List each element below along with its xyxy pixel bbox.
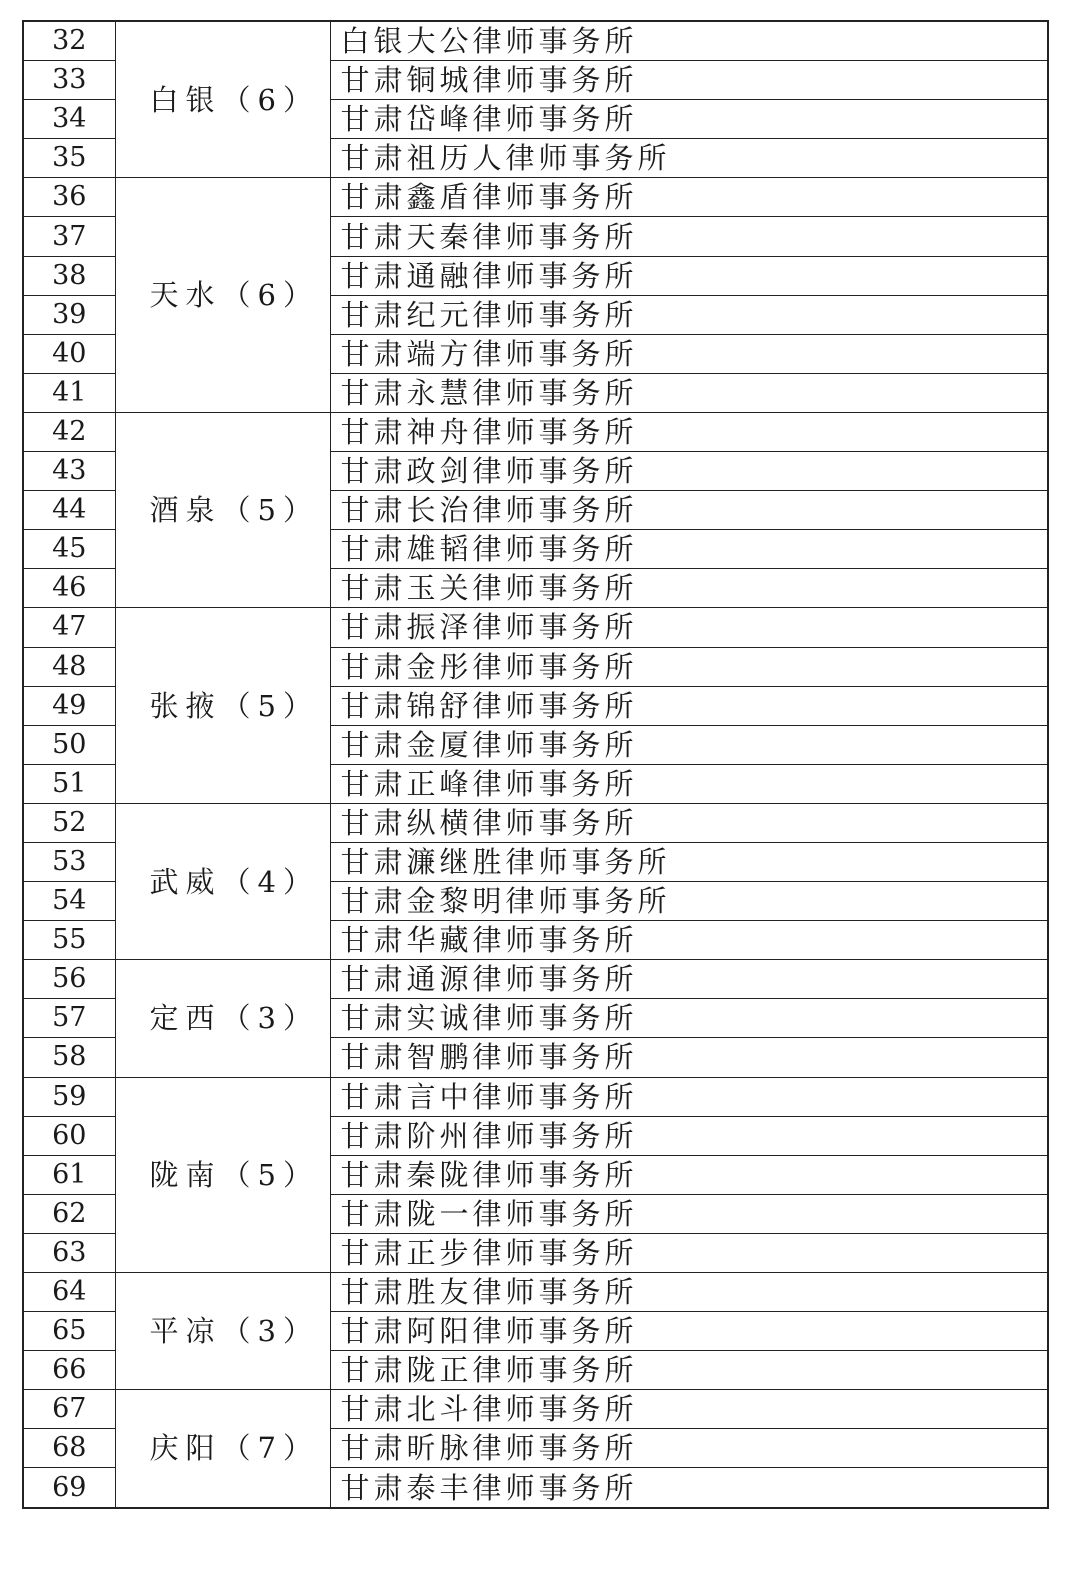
law-firm-name-cell: 甘肃实诚律师事务所: [330, 999, 1048, 1038]
row-number-cell: 37: [23, 217, 115, 256]
row-number-cell: 69: [23, 1468, 115, 1508]
table-row: [23, 608, 1048, 647]
region-cell: 武威（4）: [115, 803, 330, 959]
law-firm-name-cell: 甘肃政剑律师事务所: [330, 452, 1048, 491]
row-number-cell: 45: [23, 530, 115, 569]
table-row: [23, 178, 1048, 217]
law-firm-name-cell: 甘肃华藏律师事务所: [330, 921, 1048, 960]
row-number-cell: 67: [23, 1390, 115, 1429]
row-number-cell: 61: [23, 1155, 115, 1194]
law-firm-name-cell: 甘肃濂继胜律师事务所: [330, 842, 1048, 881]
law-firm-name-cell: 甘肃玉关律师事务所: [330, 569, 1048, 608]
row-number-cell: 40: [23, 334, 115, 373]
row-number-cell: 35: [23, 139, 115, 178]
row-number-cell: 42: [23, 412, 115, 451]
row-number-cell: 56: [23, 960, 115, 999]
region-cell: 张掖（5）: [115, 608, 330, 803]
law-firm-name-cell: 甘肃陇一律师事务所: [330, 1194, 1048, 1233]
law-firm-name-cell: 甘肃泰丰律师事务所: [330, 1468, 1048, 1508]
row-number-cell: 64: [23, 1273, 115, 1312]
law-firm-name-cell: 甘肃纪元律师事务所: [330, 295, 1048, 334]
row-number-cell: 55: [23, 921, 115, 960]
law-firm-name-cell: 甘肃岱峰律师事务所: [330, 100, 1048, 139]
law-firm-name-cell: 甘肃秦陇律师事务所: [330, 1155, 1048, 1194]
region-cell: 白银（6）: [115, 21, 330, 178]
region-cell: 庆阳（7）: [115, 1390, 330, 1508]
law-firm-table: [22, 20, 1049, 1509]
row-number-cell: 58: [23, 1038, 115, 1077]
row-number-cell: 65: [23, 1312, 115, 1351]
law-firm-name-cell: 甘肃北斗律师事务所: [330, 1390, 1048, 1429]
law-firm-name-cell: 甘肃铜城律师事务所: [330, 61, 1048, 100]
region-cell: 平凉（3）: [115, 1273, 330, 1390]
row-number-cell: 32: [23, 21, 115, 61]
row-number-cell: 38: [23, 256, 115, 295]
law-firm-name-cell: 甘肃天秦律师事务所: [330, 217, 1048, 256]
law-firm-name-cell: 甘肃金黎明律师事务所: [330, 882, 1048, 921]
row-number-cell: 66: [23, 1351, 115, 1390]
row-number-cell: 46: [23, 569, 115, 608]
law-firm-name-cell: 白银大公律师事务所: [330, 21, 1048, 61]
law-firm-name-cell: 甘肃鑫盾律师事务所: [330, 178, 1048, 217]
row-number-cell: 52: [23, 803, 115, 842]
region-cell: 酒泉（5）: [115, 412, 330, 607]
law-firm-name-cell: 甘肃言中律师事务所: [330, 1077, 1048, 1116]
table-row: [23, 1273, 1048, 1312]
row-number-cell: 41: [23, 373, 115, 412]
row-number-cell: 51: [23, 764, 115, 803]
law-firm-table-body: [23, 21, 1048, 1508]
row-number-cell: 63: [23, 1233, 115, 1272]
law-firm-name-cell: 甘肃通融律师事务所: [330, 256, 1048, 295]
law-firm-name-cell: 甘肃阶州律师事务所: [330, 1116, 1048, 1155]
row-number-cell: 50: [23, 725, 115, 764]
law-firm-name-cell: 甘肃正步律师事务所: [330, 1233, 1048, 1272]
law-firm-name-cell: 甘肃胜友律师事务所: [330, 1273, 1048, 1312]
row-number-cell: 48: [23, 647, 115, 686]
row-number-cell: 54: [23, 882, 115, 921]
law-firm-name-cell: 甘肃神舟律师事务所: [330, 412, 1048, 451]
row-number-cell: 49: [23, 686, 115, 725]
row-number-cell: 34: [23, 100, 115, 139]
law-firm-name-cell: 甘肃端方律师事务所: [330, 334, 1048, 373]
table-row: [23, 412, 1048, 451]
law-firm-name-cell: 甘肃陇正律师事务所: [330, 1351, 1048, 1390]
law-firm-name-cell: 甘肃通源律师事务所: [330, 960, 1048, 999]
law-firm-name-cell: 甘肃阿阳律师事务所: [330, 1312, 1048, 1351]
row-number-cell: 60: [23, 1116, 115, 1155]
row-number-cell: 53: [23, 842, 115, 881]
region-cell: 陇南（5）: [115, 1077, 330, 1272]
table-row: [23, 1390, 1048, 1429]
table-row: [23, 21, 1048, 61]
law-firm-name-cell: 甘肃锦舒律师事务所: [330, 686, 1048, 725]
row-number-cell: 39: [23, 295, 115, 334]
row-number-cell: 43: [23, 452, 115, 491]
row-number-cell: 59: [23, 1077, 115, 1116]
law-firm-name-cell: 甘肃金彤律师事务所: [330, 647, 1048, 686]
law-firm-name-cell: 甘肃正峰律师事务所: [330, 764, 1048, 803]
law-firm-name-cell: 甘肃永慧律师事务所: [330, 373, 1048, 412]
law-firm-name-cell: 甘肃长治律师事务所: [330, 491, 1048, 530]
law-firm-name-cell: 甘肃昕脉律师事务所: [330, 1429, 1048, 1468]
region-cell: 定西（3）: [115, 960, 330, 1077]
table-row: [23, 960, 1048, 999]
table-row: [23, 803, 1048, 842]
law-firm-name-cell: 甘肃金厦律师事务所: [330, 725, 1048, 764]
law-firm-name-cell: 甘肃振泽律师事务所: [330, 608, 1048, 647]
row-number-cell: 62: [23, 1194, 115, 1233]
row-number-cell: 33: [23, 61, 115, 100]
row-number-cell: 57: [23, 999, 115, 1038]
row-number-cell: 47: [23, 608, 115, 647]
law-firm-name-cell: 甘肃雄韬律师事务所: [330, 530, 1048, 569]
row-number-cell: 36: [23, 178, 115, 217]
region-cell: 天水（6）: [115, 178, 330, 413]
row-number-cell: 68: [23, 1429, 115, 1468]
law-firm-name-cell: 甘肃纵横律师事务所: [330, 803, 1048, 842]
table-row: [23, 1077, 1048, 1116]
law-firm-name-cell: 甘肃祖历人律师事务所: [330, 139, 1048, 178]
row-number-cell: 44: [23, 491, 115, 530]
law-firm-name-cell: 甘肃智鹏律师事务所: [330, 1038, 1048, 1077]
